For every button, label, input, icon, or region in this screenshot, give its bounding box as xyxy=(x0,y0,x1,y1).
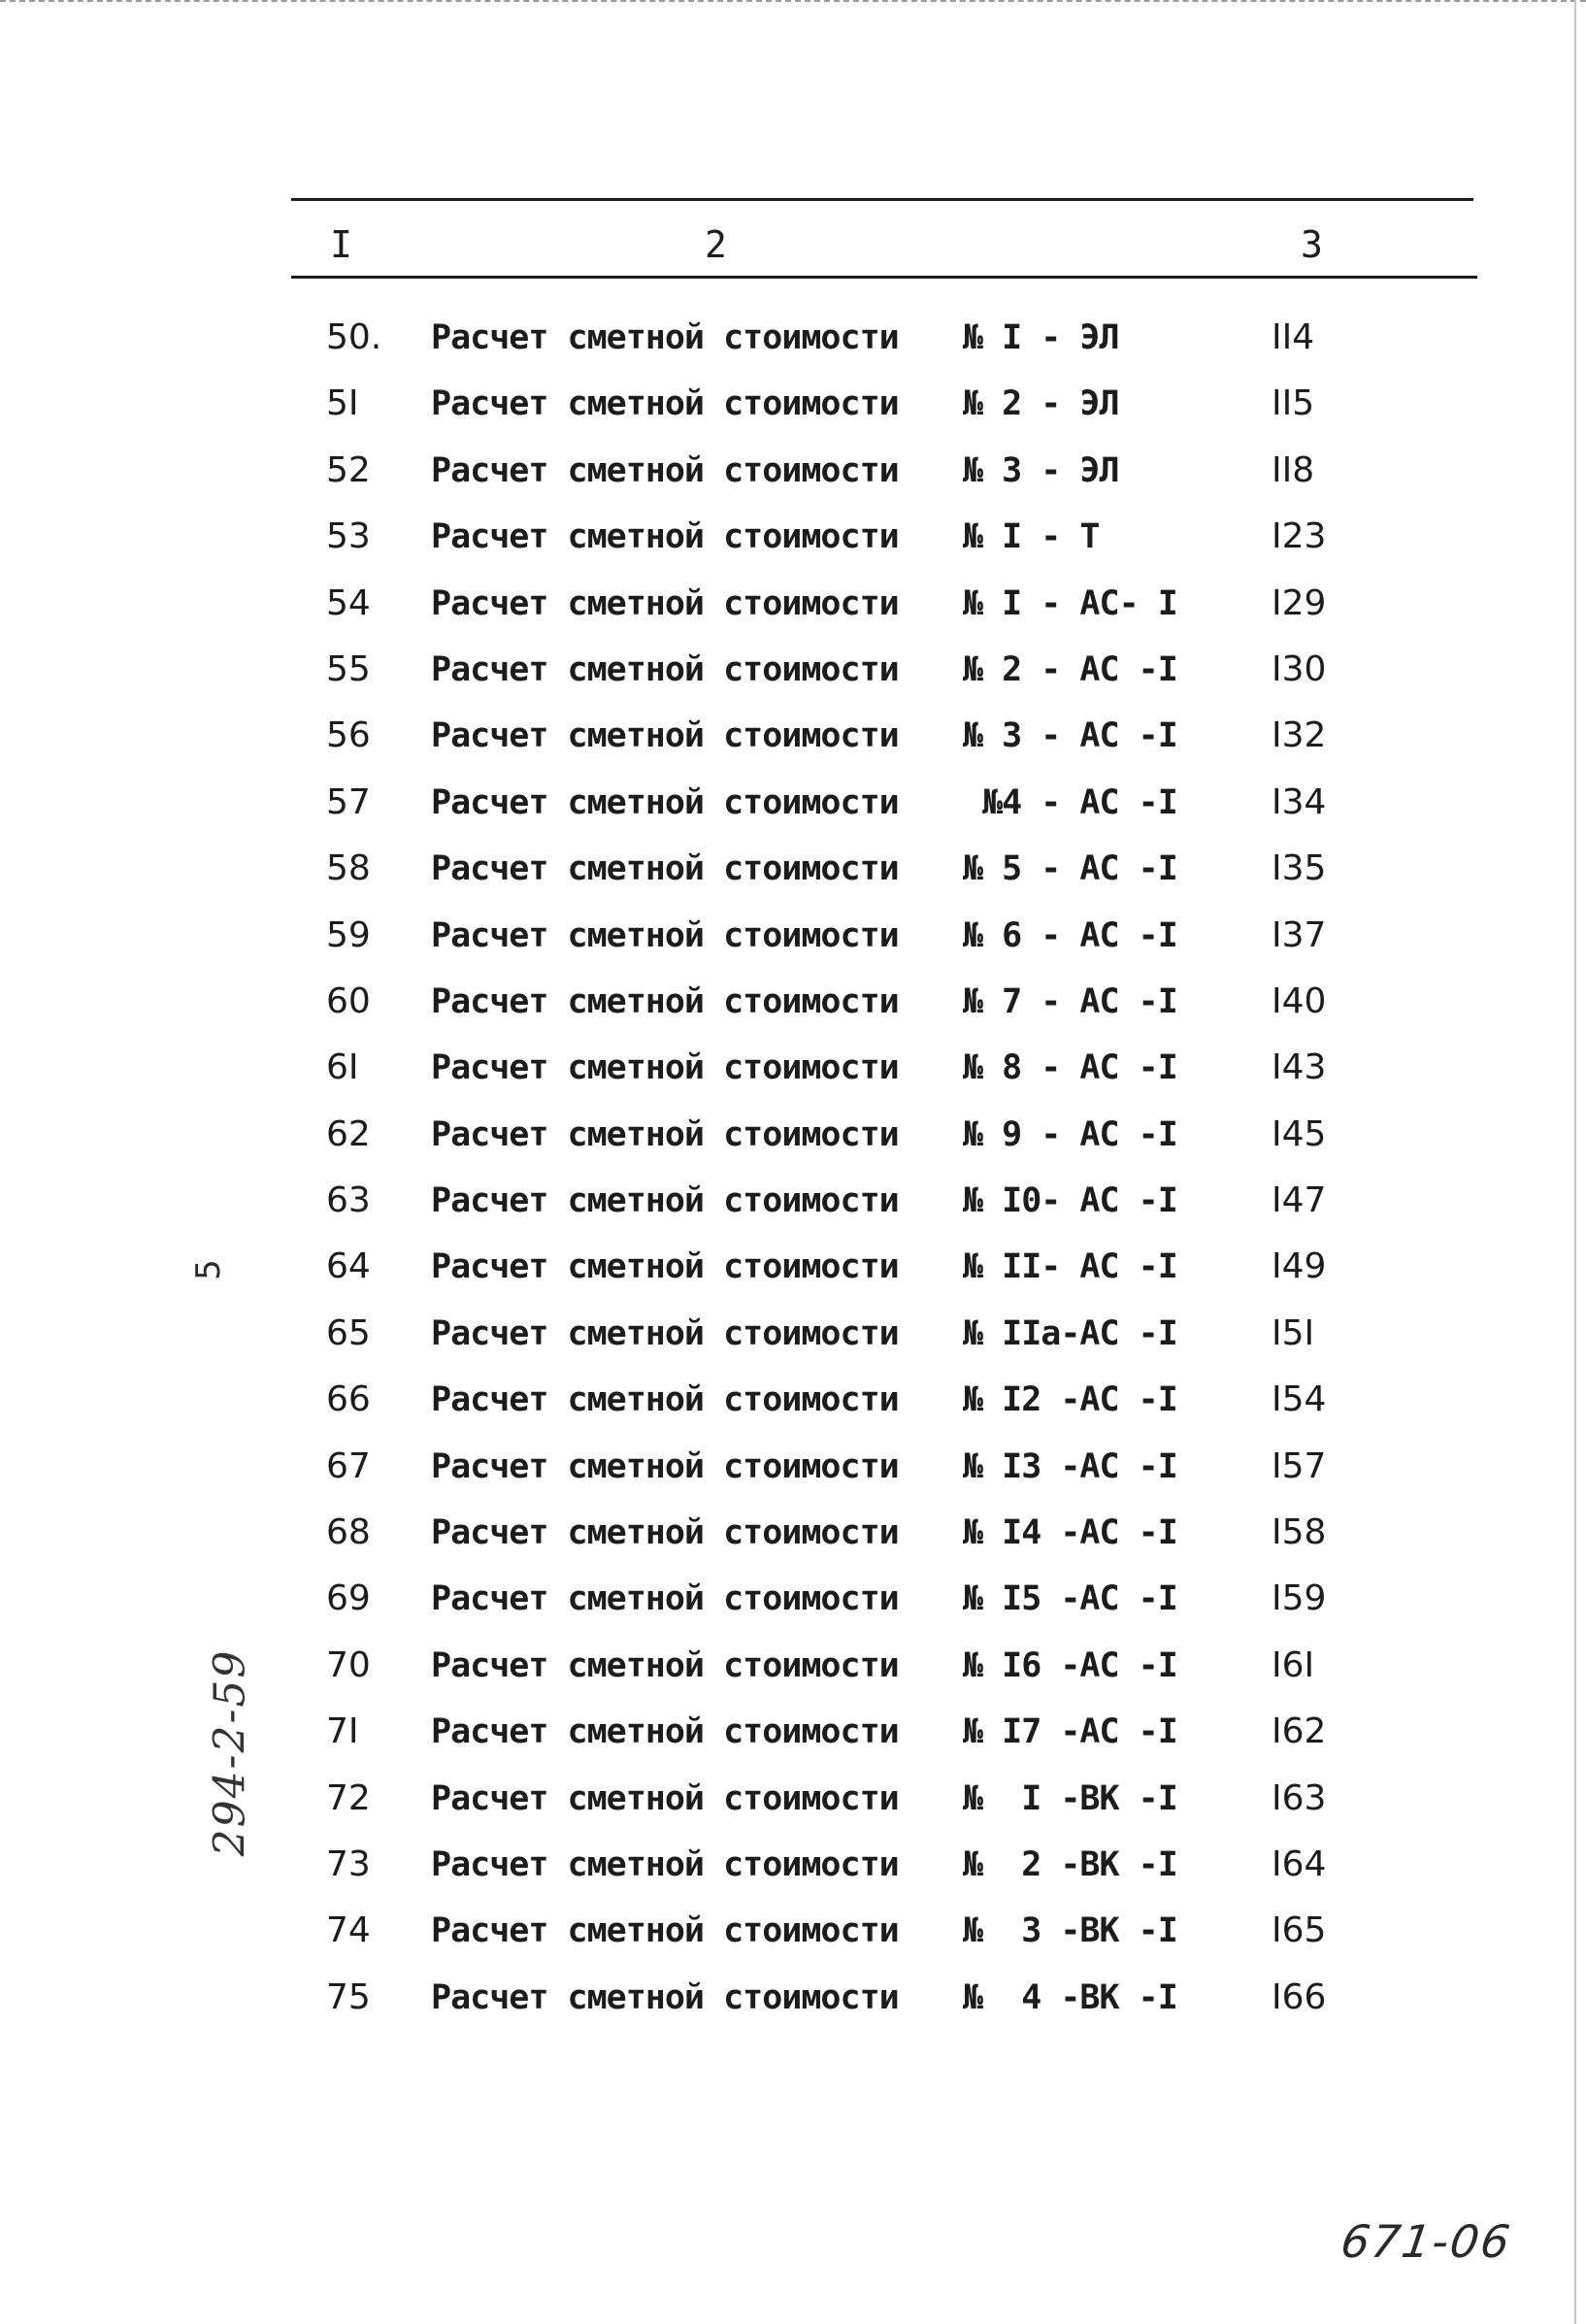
row-description: Расчет сметной стоимости xyxy=(431,1513,899,1553)
row-number: 52 xyxy=(326,449,371,490)
row-number: 58 xyxy=(326,848,371,889)
row-description: Расчет сметной стоимости xyxy=(431,1380,899,1420)
row-page: II8 xyxy=(1272,449,1315,490)
table-row xyxy=(0,1504,1586,1570)
row-number: 59 xyxy=(326,914,371,955)
row-code: № I4 -АС -I xyxy=(963,1513,1177,1553)
row-page: I59 xyxy=(1272,1578,1327,1619)
row-code: № 5 - АС -I xyxy=(963,849,1177,889)
row-code: № I -ВК -I xyxy=(963,1778,1177,1818)
row-number: 75 xyxy=(326,1976,371,2017)
row-number: 72 xyxy=(326,1777,371,1818)
row-number: 74 xyxy=(326,1910,371,1951)
row-page: I23 xyxy=(1272,516,1327,557)
row-page: I43 xyxy=(1272,1047,1327,1088)
table-row xyxy=(0,840,1586,906)
row-code: № 3 -ВК -I xyxy=(963,1911,1177,1951)
table-header-rule xyxy=(291,276,1477,279)
row-page: I5I xyxy=(1272,1312,1315,1353)
row-description: Расчет сметной стоимости xyxy=(431,981,899,1021)
row-description: Расчет сметной стоимости xyxy=(431,716,899,756)
row-number: 6I xyxy=(326,1047,359,1088)
row-page: II5 xyxy=(1272,383,1315,424)
row-number: 55 xyxy=(326,648,371,689)
row-code: № 8 - АС -I xyxy=(963,1048,1177,1088)
table-row xyxy=(0,1570,1586,1636)
row-page: I65 xyxy=(1272,1910,1327,1951)
row-code: №4 - АС -I xyxy=(963,782,1177,822)
row-code: № I0- АС -I xyxy=(963,1181,1177,1221)
row-description: Расчет сметной стоимости xyxy=(431,318,899,357)
row-description: Расчет сметной стоимости xyxy=(431,1247,899,1287)
table-row xyxy=(0,508,1586,574)
table-row xyxy=(0,774,1586,840)
table-top-rule xyxy=(291,198,1473,201)
table-row xyxy=(0,1172,1586,1238)
row-page: I66 xyxy=(1272,1976,1327,2017)
table-row xyxy=(0,907,1586,973)
row-page: I34 xyxy=(1272,781,1327,822)
row-number: 63 xyxy=(326,1180,371,1221)
row-description: Расчет сметной стоимости xyxy=(431,1579,899,1619)
row-code: № I - ЭЛ xyxy=(963,318,1119,357)
row-number: 69 xyxy=(326,1578,371,1619)
row-description: Расчет сметной стоимости xyxy=(431,915,899,955)
row-code: № 3 - ЭЛ xyxy=(963,450,1119,490)
row-code: № I3 -АС -I xyxy=(963,1446,1177,1486)
footer-handwritten-code: 671-06 xyxy=(1338,2215,1515,2268)
row-page: I6I xyxy=(1272,1644,1315,1685)
table-row xyxy=(0,1438,1586,1504)
scan-edge-top xyxy=(0,0,1586,6)
row-number: 60 xyxy=(326,980,371,1021)
row-code: № 4 -ВК -I xyxy=(963,1977,1177,2017)
row-code: № 9 - АС -I xyxy=(963,1114,1177,1154)
row-number: 56 xyxy=(326,715,371,756)
row-code: № I5 -АС -I xyxy=(963,1579,1177,1619)
column-header-2: 2 xyxy=(705,223,727,266)
table-row xyxy=(0,1238,1586,1304)
row-page: I45 xyxy=(1272,1113,1327,1154)
row-page: I64 xyxy=(1272,1843,1327,1884)
row-number: 53 xyxy=(326,516,371,557)
row-description: Расчет сметной стоимости xyxy=(431,1048,899,1088)
row-number: 65 xyxy=(326,1312,371,1353)
row-number: 54 xyxy=(326,582,371,623)
row-description: Расчет сметной стоимости xyxy=(431,517,899,557)
row-code: № 7 - АС -I xyxy=(963,981,1177,1021)
row-code: № 2 -ВК -I xyxy=(963,1844,1177,1884)
row-page: I29 xyxy=(1272,582,1327,623)
row-description: Расчет сметной стоимости xyxy=(431,450,899,490)
row-code: № I - АС- I xyxy=(963,583,1177,623)
row-description: Расчет сметной стоимости xyxy=(431,1712,899,1752)
row-number: 50. xyxy=(326,317,382,357)
column-header-1: I xyxy=(330,223,352,266)
row-number: 57 xyxy=(326,781,371,822)
table-row xyxy=(0,375,1586,441)
row-page: I63 xyxy=(1272,1777,1327,1818)
row-number: 73 xyxy=(326,1843,371,1884)
row-page: I30 xyxy=(1272,648,1327,689)
row-page: I32 xyxy=(1272,715,1327,756)
table-row xyxy=(0,1106,1586,1172)
table-row xyxy=(0,309,1586,375)
row-description: Расчет сметной стоимости xyxy=(431,384,899,424)
row-description: Расчет сметной стоимости xyxy=(431,782,899,822)
row-code: № IIа-АС -I xyxy=(963,1313,1177,1353)
row-description: Расчет сметной стоимости xyxy=(431,649,899,689)
row-description: Расчет сметной стоимости xyxy=(431,1977,899,2017)
row-page: I49 xyxy=(1272,1246,1327,1287)
row-description: Расчет сметной стоимости xyxy=(431,1446,899,1486)
row-code: № I - Т xyxy=(963,517,1100,557)
row-number: 62 xyxy=(326,1113,371,1154)
row-page: I47 xyxy=(1272,1180,1327,1221)
row-code: № 2 - ЭЛ xyxy=(963,384,1119,424)
row-number: 7I xyxy=(326,1711,359,1752)
row-code: № 3 - АС -I xyxy=(963,716,1177,756)
row-number: 66 xyxy=(326,1379,371,1420)
row-description: Расчет сметной стоимости xyxy=(431,1778,899,1818)
table-row xyxy=(0,575,1586,641)
row-number: 68 xyxy=(326,1512,371,1553)
column-header-3: 3 xyxy=(1301,223,1323,266)
row-code: № I2 -АС -I xyxy=(963,1380,1177,1420)
row-code: № I6 -АС -I xyxy=(963,1645,1177,1685)
table-row xyxy=(0,1371,1586,1437)
row-code: № 6 - АС -I xyxy=(963,915,1177,955)
row-page: I35 xyxy=(1272,848,1327,889)
row-code: № I7 -АС -I xyxy=(963,1712,1177,1752)
row-page: II4 xyxy=(1272,317,1315,357)
table-row xyxy=(0,1305,1586,1371)
row-description: Расчет сметной стоимости xyxy=(431,1645,899,1685)
row-page: I37 xyxy=(1272,914,1327,955)
table-row xyxy=(0,1039,1586,1105)
row-page: I58 xyxy=(1272,1512,1327,1553)
row-number: 5I xyxy=(326,383,359,424)
row-description: Расчет сметной стоимости xyxy=(431,849,899,889)
table-row xyxy=(0,707,1586,773)
row-page: I62 xyxy=(1272,1711,1327,1752)
row-description: Расчет сметной стоимости xyxy=(431,1313,899,1353)
margin-document-code: 294-2-59 xyxy=(205,1648,255,1857)
row-description: Расчет сметной стоимости xyxy=(431,1181,899,1221)
row-description: Расчет сметной стоимости xyxy=(431,1911,899,1951)
row-page: I54 xyxy=(1272,1379,1327,1420)
row-code: № II- АС -I xyxy=(963,1247,1177,1287)
row-description: Расчет сметной стоимости xyxy=(431,1844,899,1884)
margin-page-number: 5 xyxy=(188,1259,228,1280)
table-row xyxy=(0,1902,1586,1968)
table-row xyxy=(0,641,1586,707)
table-row xyxy=(0,973,1586,1039)
row-number: 70 xyxy=(326,1644,371,1685)
table-row xyxy=(0,442,1586,508)
row-page: I57 xyxy=(1272,1445,1327,1486)
row-description: Расчет сметной стоимости xyxy=(431,1114,899,1154)
table-row xyxy=(0,1969,1586,2035)
row-number: 64 xyxy=(326,1246,371,1287)
row-code: № 2 - АС -I xyxy=(963,649,1177,689)
row-description: Расчет сметной стоимости xyxy=(431,583,899,623)
row-number: 67 xyxy=(326,1445,371,1486)
row-page: I40 xyxy=(1272,980,1327,1021)
